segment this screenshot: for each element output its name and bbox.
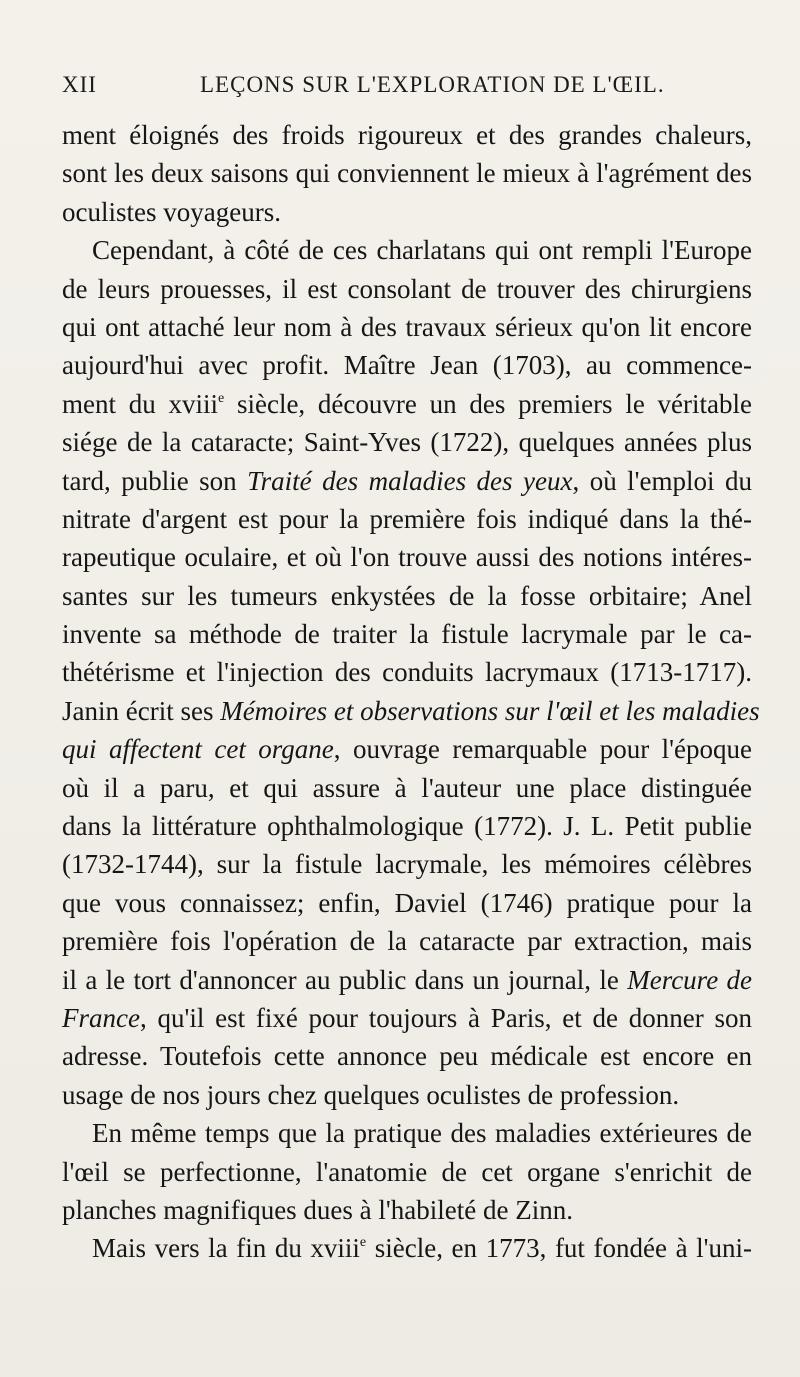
italic-title: Mercure de xyxy=(627,964,752,995)
text-run: , qu'il est fixé pour toujours à Paris, et de donner son xyxy=(139,1002,752,1033)
text-line: (1732-1744), sur la fistule lacrymale, les mémoires célèbres xyxy=(62,849,752,880)
text-run: , ouvrage remarquable pour l'époque xyxy=(333,734,752,765)
text-run: il a le tort d'annoncer au public dans un journal, le xyxy=(62,964,628,995)
text-line: aujourd'hui avec profit. Maître Jean (1703), au commence- xyxy=(62,350,752,381)
text-line: nitrate d'argent est pour la première fois indiqué dans la thé- xyxy=(62,503,752,534)
text-line: que vous connaissez; enfin, Daviel (1746) pratique pour la xyxy=(62,887,752,918)
superscript: e xyxy=(218,390,225,406)
italic-title: France xyxy=(62,1002,140,1033)
body-text xyxy=(62,116,760,1268)
page-number: XII xyxy=(62,72,97,97)
text-line: invente sa méthode de traiter la fistule lacrymale par le ca- xyxy=(62,619,752,650)
text-line: ment éloignés des froids rigoureux et des grandes chaleurs, xyxy=(62,120,752,150)
text-line: siége de la cataracte; Saint-Yves (1722), quelques années plus xyxy=(62,427,752,458)
text-line: adresse. Toutefois cette annonce peu médicale est encore en xyxy=(62,1041,752,1072)
superscript: e xyxy=(359,1235,367,1251)
text-line: En même temps que la pratique des maladies extérieures de xyxy=(92,1118,752,1149)
text-line: qui ont attaché leur nom à des travaux sérieux qu'on lit encore xyxy=(62,311,752,342)
text-run: Janin écrit ses xyxy=(62,695,221,726)
text-line: planches magnifiques dues à l'habileté de Zinn. xyxy=(62,1194,573,1225)
text-line xyxy=(62,999,752,1037)
text-line: thétérisme et l'injection des conduits lacrymaux (1713-1717). xyxy=(62,657,752,688)
text-line: dans la littérature ophthalmologique (1772). J. L. Petit publie xyxy=(62,811,752,842)
text-run: , où l'emploi du xyxy=(572,465,752,496)
text-line xyxy=(62,385,752,423)
italic-title: Mémoires et observations sur l'œil et les maladies xyxy=(220,695,760,726)
page-header xyxy=(62,72,752,106)
italic-title: qui affectent cet organe xyxy=(62,734,334,765)
text-line: santes sur les tumeurs enkystées de la fosse orbitaire; Anel xyxy=(62,580,752,611)
text-line xyxy=(62,1229,752,1267)
text-run: siècle, en 1773, fut fondée à l'uni- xyxy=(366,1233,753,1264)
text-line xyxy=(62,462,752,500)
text-run: Mais vers la fin du xviii xyxy=(92,1233,360,1264)
text-run: ment du xviii xyxy=(62,388,218,419)
text-line: où il a paru, et qui assure à l'auteur une place distinguée xyxy=(62,772,752,803)
text-line: Cependant, à côté de ces charlatans qui ont rempli l'Europe xyxy=(92,235,752,266)
text-line: oculistes voyageurs. xyxy=(62,196,281,227)
text-line: rapeutique oculaire, et où l'on trouve aussi des notions intéres- xyxy=(62,542,752,573)
running-title: LEÇONS SUR L'EXPLORATION DE L'ŒIL. xyxy=(200,72,665,97)
italic-title: Traité des maladies des yeux xyxy=(247,465,573,496)
text-line: de leurs prouesses, il est consolant de trouver des chirurgiens xyxy=(62,273,752,304)
text-line: l'œil se perfectionne, l'anatomie de cet organe s'enrichit de xyxy=(62,1156,752,1187)
text-line: sont les deux saisons qui conviennent le mieux à l'agrément des xyxy=(62,158,752,189)
text-line: usage de nos jours chez quelques oculistes de profession. xyxy=(62,1079,680,1110)
text-line xyxy=(62,692,760,730)
text-line xyxy=(62,961,752,999)
text-line: première fois l'opération de la cataracte par extraction, mais xyxy=(62,926,752,957)
text-run: siècle, découvre un des premiers le véritable xyxy=(224,388,752,419)
text-run: tard, publie son xyxy=(62,465,248,496)
text-line xyxy=(62,730,752,768)
